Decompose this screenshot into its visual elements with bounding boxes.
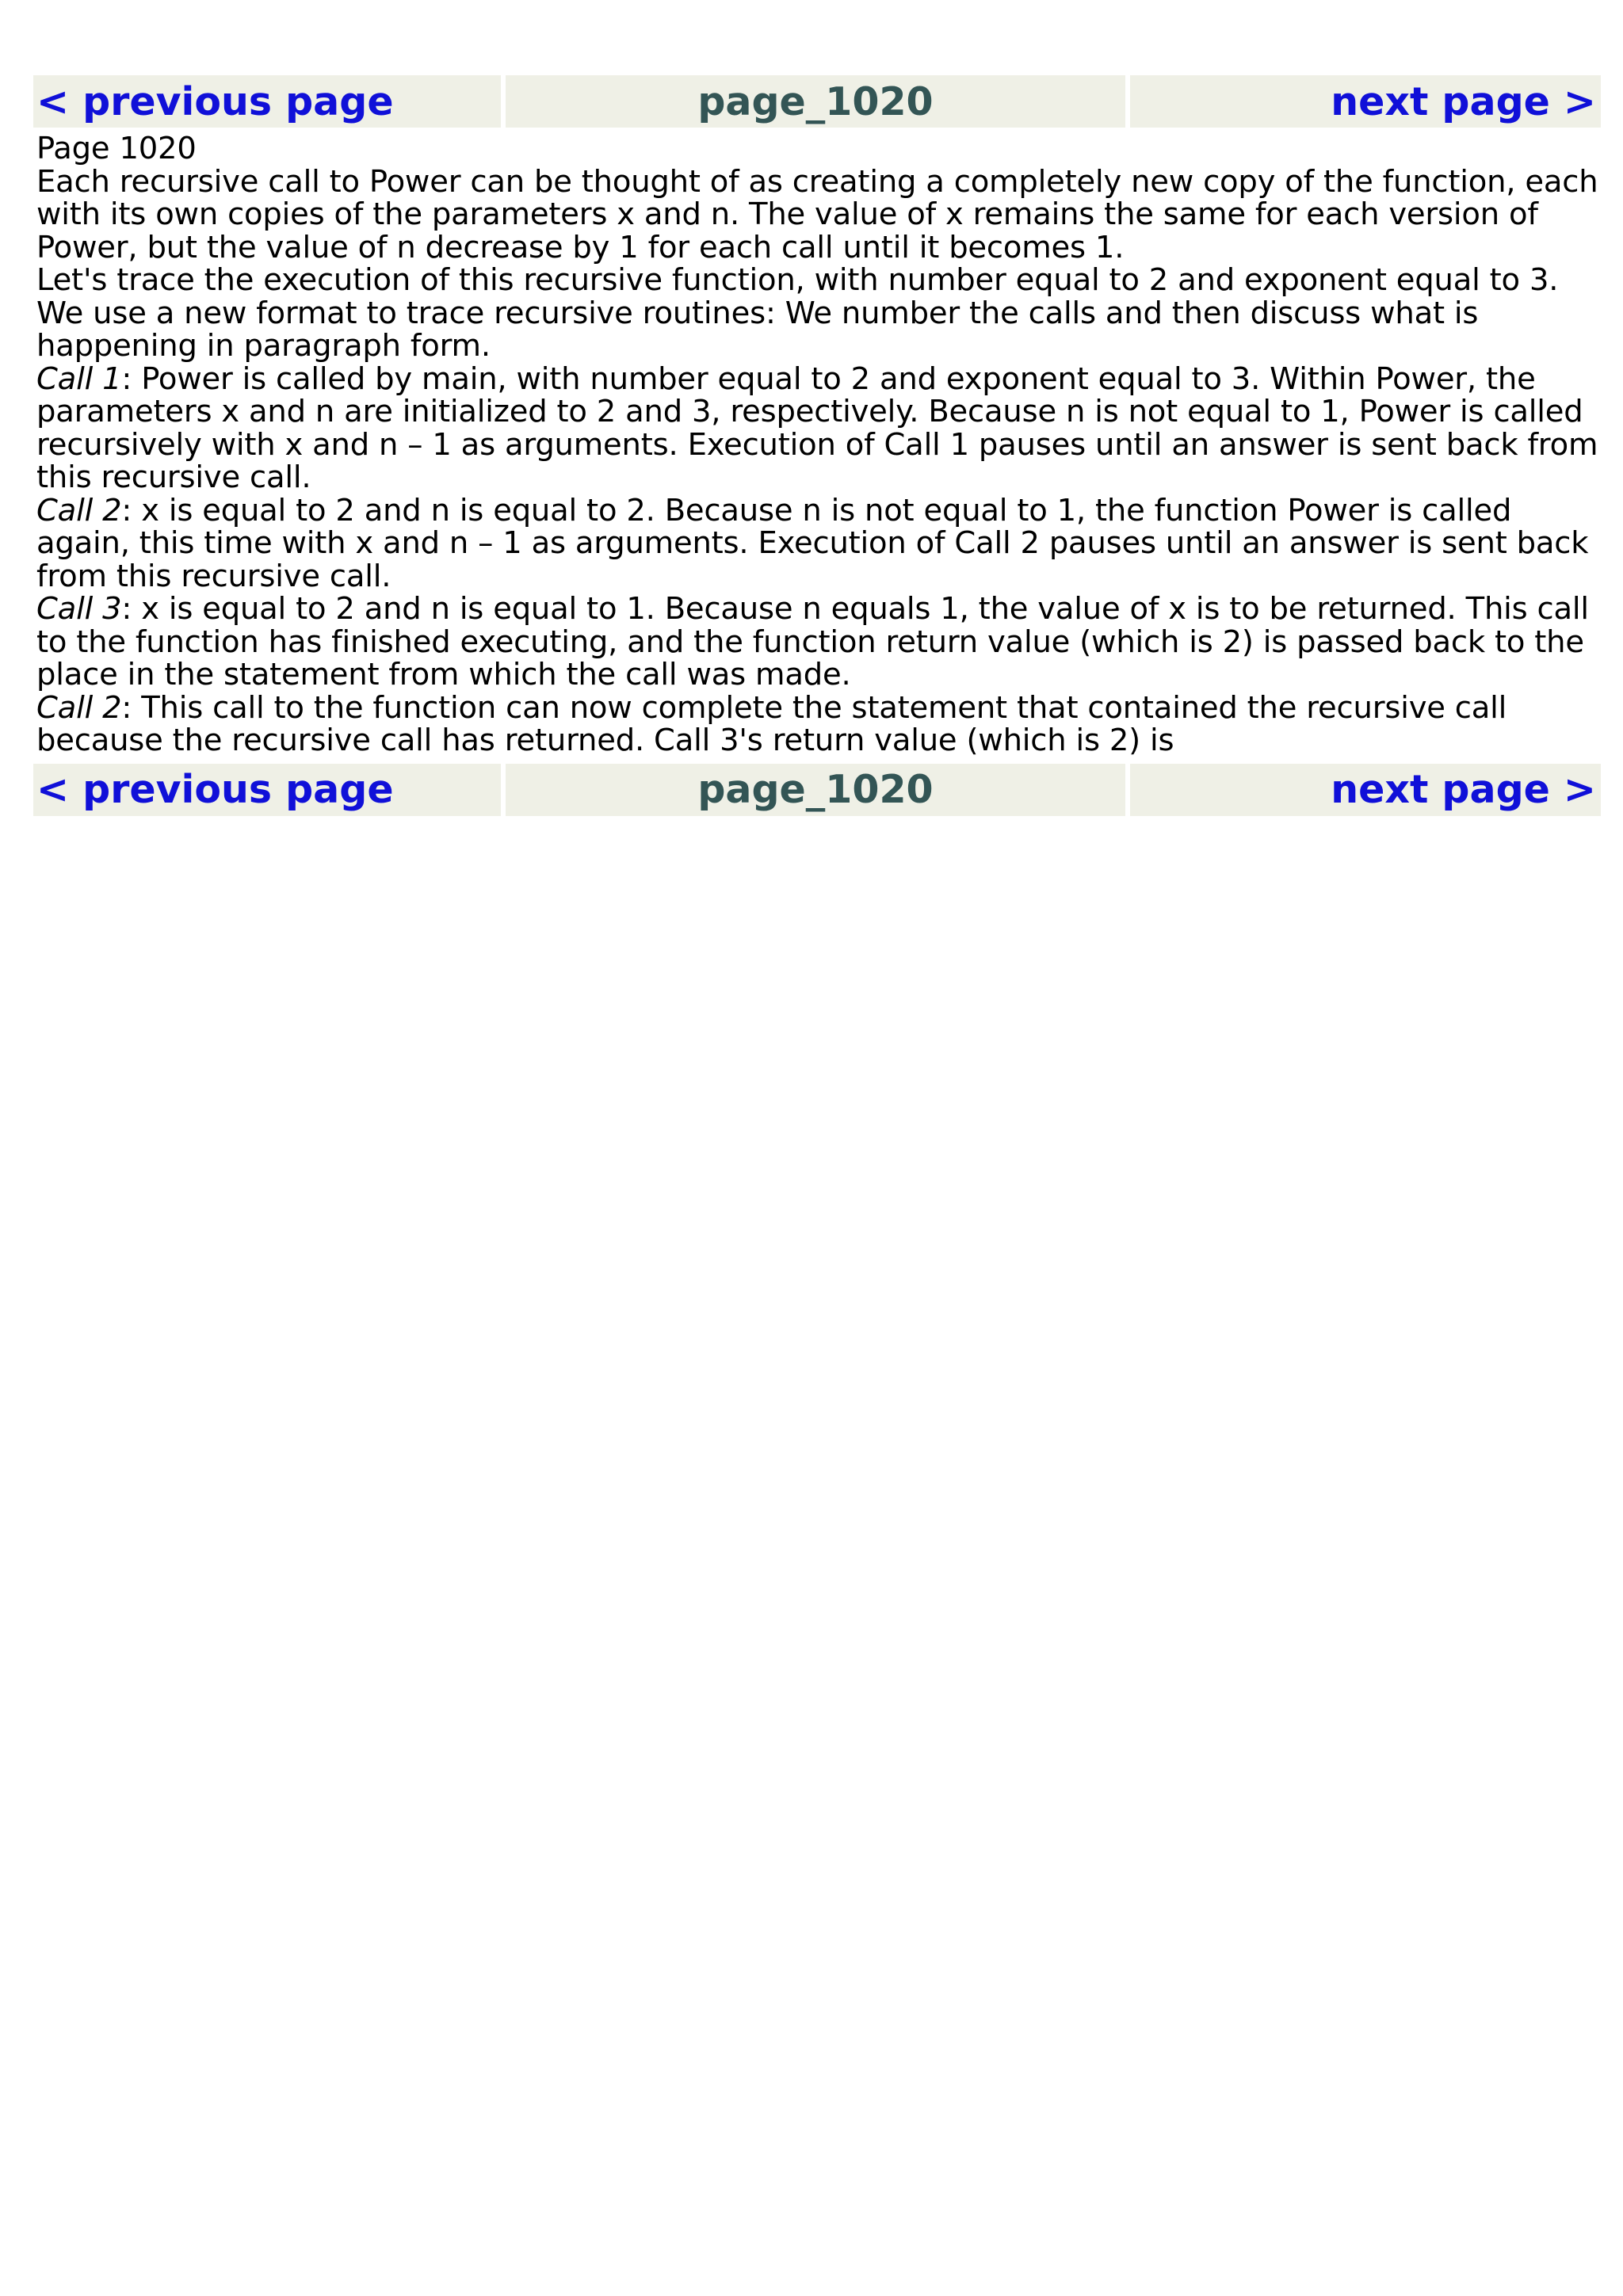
page xyxy=(33,75,1601,816)
call-text: : x is equal to 2 and n is equal to 2. Because n is not equal to 1, the function Power is called again, this time with x and n – 1 as arguments. Execution of Call 2 pauses until an answer is sent back from this recursive call. xyxy=(36,492,1589,594)
bottom-nav-prev-cell xyxy=(33,764,501,816)
call-label: Call 3 xyxy=(36,591,122,627)
top-navbar xyxy=(33,75,1601,128)
top-nav-page-cell xyxy=(506,75,1125,128)
call-text: : Power is called by main, with number equal to 2 and exponent equal to 3. Within Power, the parameters x and n are initialized to 2 and 3, respectively. Because n is not equal to 1, Power is called recursively with x and n – 1 as arguments. Execution of Call 1 pauses until an answer is sent back from this recursive call. xyxy=(36,360,1598,495)
call-paragraph xyxy=(36,593,1601,692)
call-text: : x is equal to 2 and n is equal to 1. Because n equals 1, the value of x is to be returned. This call to the function has finished executing, and the function return value (which is 2) is passed back to the place in the statement from which the call was made. xyxy=(36,591,1589,692)
paragraph-1: Each recursive call to Power can be thought of as creating a completely new copy of the function, each with its own copies of the parameters x and n. The value of x remains the same for each version of Power, but the value of n decrease by 1 for each call until it becomes 1. xyxy=(36,163,1598,265)
call-label: Call 2 xyxy=(36,689,122,726)
call-paragraph xyxy=(36,689,1601,758)
bottom-navbar xyxy=(33,764,1601,816)
call-paragraph xyxy=(36,494,1601,593)
top-nav-next-cell xyxy=(1130,75,1601,128)
paragraph-2: Let's trace the execution of this recursive function, with number equal to 2 and exponent equal to 3. We use a new format to trace recursive routines: We number the calls and then discuss what is happening in paragraph form. xyxy=(36,262,1559,364)
top-next-page-link[interactable]: next page > xyxy=(1331,78,1596,124)
call-label: Call 2 xyxy=(36,492,122,528)
bottom-next-page-link[interactable]: next page > xyxy=(1331,767,1596,812)
bottom-nav-page-cell xyxy=(506,764,1125,816)
top-nav-prev-cell xyxy=(33,75,501,128)
page-content xyxy=(33,128,1601,764)
bottom-page-label: page_1020 xyxy=(697,767,934,812)
call-text: : This call to the function can now complete the statement that contained the recursive call because the recursive call has returned. Call 3's return value (which is 2) is xyxy=(36,689,1507,758)
page-heading: Page 1020 xyxy=(36,131,197,166)
bottom-previous-page-link[interactable]: < previous page xyxy=(36,767,394,812)
top-previous-page-link[interactable]: < previous page xyxy=(36,78,394,124)
call-label: Call 1 xyxy=(36,360,122,397)
bottom-nav-next-cell xyxy=(1130,764,1601,816)
call-paragraph xyxy=(36,360,1601,495)
top-page-label: page_1020 xyxy=(697,78,934,124)
